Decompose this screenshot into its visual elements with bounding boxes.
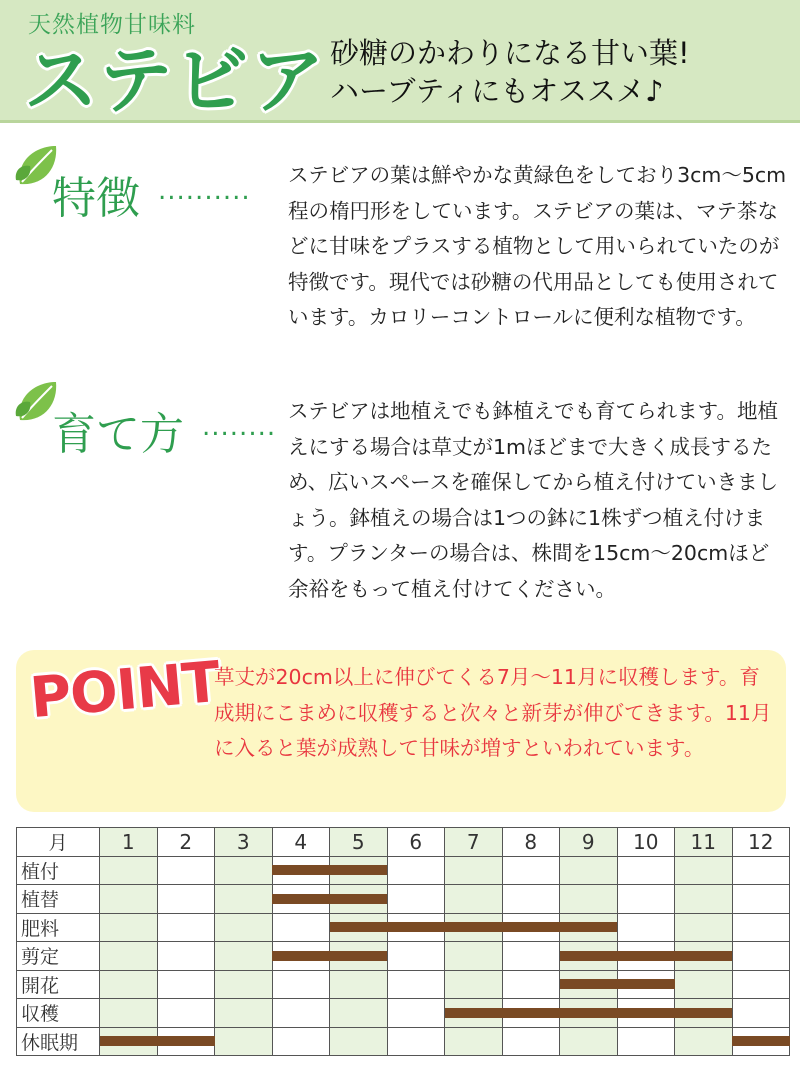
calendar-row xyxy=(17,913,790,942)
calendar-cell xyxy=(215,885,273,914)
calendar-row-label: 植付 xyxy=(17,856,100,885)
calendar-cell xyxy=(215,913,273,942)
calendar-cell xyxy=(272,942,330,971)
calendar-cell xyxy=(215,1027,273,1056)
calendar-cell xyxy=(215,970,273,999)
point-body: 草丈が20cm以上に伸びてくる7月〜11月に収穫します。育成期にこまめに収穫すると次々と新芽が伸びてきます。11月に入ると葉が成熟して甘味が増すといわれています。 xyxy=(214,665,772,760)
month-12: 12 xyxy=(732,828,790,857)
calendar-cell xyxy=(617,999,675,1028)
catch-line-1: 砂糖のかわりになる甘い葉! xyxy=(330,36,690,70)
calendar-row xyxy=(17,970,790,999)
calendar-cell xyxy=(157,999,215,1028)
calendar-row xyxy=(17,942,790,971)
calendar-cell xyxy=(502,913,560,942)
calendar-cell xyxy=(100,942,158,971)
month-8: 8 xyxy=(502,828,560,857)
calendar-cell xyxy=(157,913,215,942)
calendar-cell xyxy=(100,856,158,885)
features-heading xyxy=(12,140,292,224)
month-3: 3 xyxy=(215,828,273,857)
growing-dots: ........ xyxy=(202,412,277,442)
calendar-cell xyxy=(272,970,330,999)
calendar-cell xyxy=(617,885,675,914)
catch-copy xyxy=(330,34,690,110)
calendar-cell xyxy=(387,970,445,999)
calendar-cell xyxy=(502,885,560,914)
calendar-cell xyxy=(560,999,618,1028)
product-subtitle: 天然植物甘味料 xyxy=(28,12,196,38)
calendar-row xyxy=(17,885,790,914)
calendar-cell xyxy=(560,942,618,971)
calendar-cell xyxy=(445,856,503,885)
calendar-cell xyxy=(445,970,503,999)
calendar-cell xyxy=(387,1027,445,1056)
calendar-cell xyxy=(502,970,560,999)
calendar-row-label: 休眠期 xyxy=(17,1027,100,1056)
calendar-cell xyxy=(100,913,158,942)
calendar-cell xyxy=(732,970,790,999)
calendar-cell xyxy=(387,856,445,885)
calendar-cell xyxy=(272,1027,330,1056)
calendar-month-label: 月 xyxy=(17,828,100,857)
calendar-cell xyxy=(675,970,733,999)
calendar-row-label: 植替 xyxy=(17,885,100,914)
growing-heading xyxy=(12,376,292,460)
features-body: ステビアの葉は鮮やかな黄緑色をしており3cm〜5cm程の楕円形をしています。ステビアの葉は、マテ茶などに甘味をプラスする植物として用いられていたのが特徴です。現代では砂糖の代用品としても使用されています。カロリーコントロールに便利な植物です。 xyxy=(288,163,787,329)
calendar-cell xyxy=(675,1027,733,1056)
calendar-cell xyxy=(272,856,330,885)
calendar-cell xyxy=(675,856,733,885)
calendar-cell xyxy=(732,856,790,885)
product-title: ステビア xyxy=(24,38,327,124)
calendar-cell xyxy=(732,913,790,942)
calendar-cell xyxy=(387,913,445,942)
calendar-cell xyxy=(675,885,733,914)
calendar-cell xyxy=(330,856,388,885)
features-dots: .......... xyxy=(158,176,251,206)
calendar-cell xyxy=(675,942,733,971)
calendar-cell xyxy=(732,942,790,971)
calendar-cell xyxy=(272,999,330,1028)
calendar-cell xyxy=(100,1027,158,1056)
calendar-cell xyxy=(732,885,790,914)
calendar-cell xyxy=(617,942,675,971)
calendar-cell xyxy=(272,885,330,914)
month-5: 5 xyxy=(330,828,388,857)
calendar-cell xyxy=(560,856,618,885)
month-6: 6 xyxy=(387,828,445,857)
calendar-cell xyxy=(560,913,618,942)
calendar-cell xyxy=(560,1027,618,1056)
calendar-cell xyxy=(617,1027,675,1056)
growing-calendar xyxy=(16,827,790,1056)
catch-line-2: ハーブティにもオススメ♪ xyxy=(330,74,664,108)
month-11: 11 xyxy=(675,828,733,857)
month-9: 9 xyxy=(560,828,618,857)
calendar-row xyxy=(17,999,790,1028)
calendar-cell xyxy=(617,856,675,885)
calendar-cell xyxy=(100,999,158,1028)
month-4: 4 xyxy=(272,828,330,857)
calendar-cell xyxy=(387,999,445,1028)
features-title: 特徴 xyxy=(52,173,140,224)
calendar-cell xyxy=(502,856,560,885)
month-7: 7 xyxy=(445,828,503,857)
calendar-cell xyxy=(157,1027,215,1056)
point-label: POINT xyxy=(27,649,223,732)
calendar-cell xyxy=(502,999,560,1028)
header-banner xyxy=(0,0,800,123)
calendar-cell xyxy=(387,885,445,914)
month-10: 10 xyxy=(617,828,675,857)
calendar-cell xyxy=(330,1027,388,1056)
calendar-cell xyxy=(502,1027,560,1056)
calendar-cell xyxy=(675,999,733,1028)
calendar-cell xyxy=(330,913,388,942)
point-box xyxy=(16,650,786,812)
calendar-cell xyxy=(560,970,618,999)
growing-body: ステビアは地植えでも鉢植えでも育てられます。地植えにする場合は草丈が1mほどまで大きく成長するため、広いスペースを確保してから植え付けていきましょう。鉢植えの場合は1つの鉢に1株ずつ植え付けます。プランターの場合は、株間を15cm〜20cmほど余裕をもって植え付けてください。 xyxy=(288,399,779,601)
calendar-row-label: 収穫 xyxy=(17,999,100,1028)
growing-title: 育て方 xyxy=(52,409,184,460)
calendar-cell xyxy=(215,999,273,1028)
calendar-cell xyxy=(157,970,215,999)
calendar-cell xyxy=(387,942,445,971)
calendar-cell xyxy=(215,942,273,971)
calendar-cell xyxy=(732,999,790,1028)
calendar-cell xyxy=(445,942,503,971)
calendar-cell xyxy=(330,942,388,971)
month-1: 1 xyxy=(100,828,158,857)
calendar-cell xyxy=(157,856,215,885)
calendar-header-row xyxy=(17,828,790,857)
calendar-cell xyxy=(732,1027,790,1056)
calendar-cell xyxy=(157,885,215,914)
calendar-cell xyxy=(560,885,618,914)
calendar-row-label: 肥料 xyxy=(17,913,100,942)
calendar-cell xyxy=(617,913,675,942)
calendar-cell xyxy=(330,885,388,914)
calendar-cell xyxy=(157,942,215,971)
calendar-cell xyxy=(445,913,503,942)
calendar-cell xyxy=(330,970,388,999)
calendar-row xyxy=(17,1027,790,1056)
calendar-cell xyxy=(215,856,273,885)
calendar-cell xyxy=(617,970,675,999)
calendar-row-label: 開花 xyxy=(17,970,100,999)
calendar-cell xyxy=(272,913,330,942)
calendar-cell xyxy=(445,885,503,914)
calendar-row xyxy=(17,856,790,885)
calendar-cell xyxy=(445,999,503,1028)
calendar-cell xyxy=(100,970,158,999)
calendar-cell xyxy=(100,885,158,914)
calendar-row-label: 剪定 xyxy=(17,942,100,971)
calendar-cell xyxy=(445,1027,503,1056)
calendar-cell xyxy=(502,942,560,971)
calendar-cell xyxy=(330,999,388,1028)
month-2: 2 xyxy=(157,828,215,857)
calendar-cell xyxy=(675,913,733,942)
